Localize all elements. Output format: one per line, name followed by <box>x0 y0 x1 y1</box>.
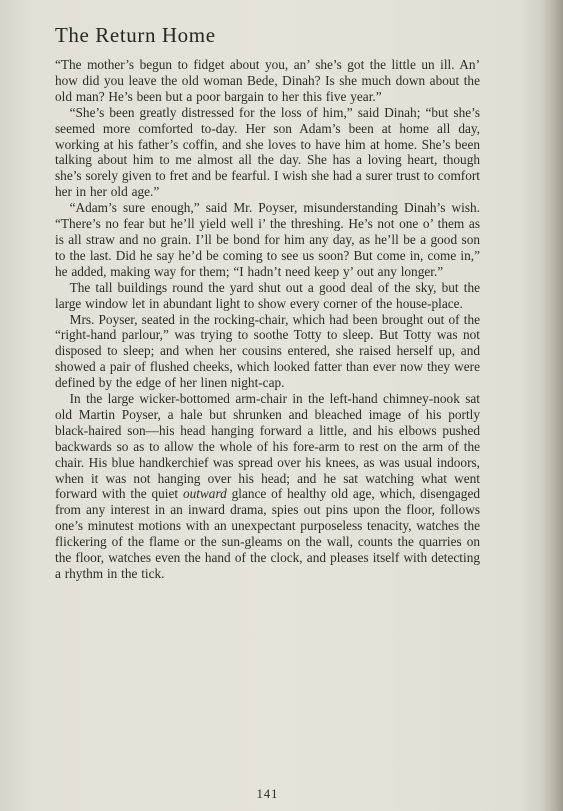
body-text <box>55 57 480 582</box>
paragraph: “Adam’s sure enough,” said Mr. Poyser, misunderstanding Dinah’s wish. “There’s no fear but he’ll yield well i’ the threshing. He’s not one o’ them as is all straw and no grain. I’ll be bond for him any day, as he’ll be a good son to the last. Did he say he’d be coming to see us soon? But come in, come in,” he added, making way for them; “I hadn’t need keep y’ out any longer.” <box>55 200 480 279</box>
book-binding-shadow <box>541 0 563 811</box>
paragraph: The tall buildings round the yard shut out a good deal of the sky, but the large window let in abundant light to show every corner of the house-place. <box>55 279 480 311</box>
paragraph: Mrs. Poyser, seated in the rocking-chair, which had been brought out of the “right-hand parlour,” was trying to soothe Totty to sleep. But Totty was not disposed to sleep; and when her cousins entered, she raised herself up, and showed a pair of flushed cheeks, which looked fatter than ever now they were defined by the edge of her linen night-cap. <box>55 311 480 391</box>
paragraph-text: In the large wicker-bottomed arm-chair in the left-hand chimney-nook sat old Martin Poyser, a hale but shrunken and bleached image of his portly black-haired son—his head hanging forward a little, and his elbows pushed backwards so as to allow the whole of his fore-arm to rest on the arm of the chair. His blue handkerchief was spread over his knees, as was usual indoors, when it was not hanging over his head; and he sat watching what went forward with the quiet <box>55 391 480 502</box>
paragraph <box>55 391 480 582</box>
paragraph: “The mother’s begun to fidget about you, an’ she’s got the little un ill. An’ how did you leave the old woman Bede, Dinah? Is she much down about the old man? He’s been but a poor bargain to her this five year.” <box>55 57 480 104</box>
paragraph-text: glance of healthy old age, which, disengaged from any interest in an inward drama, spies out pins upon the floor, follows one’s minutest motions with an unexpectant purposeless tenacity, watches the flickering of the flame or the sun-gleams on the wall, counts the quarries on the floor, watches even the hand of the clock, and pleases itself with detecting a rhythm in the tick. <box>55 486 480 581</box>
running-head: The Return Home <box>55 23 216 47</box>
text-block <box>55 22 480 802</box>
page-number: 141 <box>256 787 279 801</box>
paragraph: “She’s been greatly distressed for the loss of him,” said Dinah; “but she’s seemed more comforted to-day. Her son Adam’s been at home all day, working at his father’s coffin, and she loves to have him at home. She’s been talking about him to me almost all the day. She has a loving heart, though she’s sorely given to fret and be fearful. I wish she had a surer trust to comfort her in her old age.” <box>55 104 480 200</box>
italic-word: outward <box>182 486 227 502</box>
